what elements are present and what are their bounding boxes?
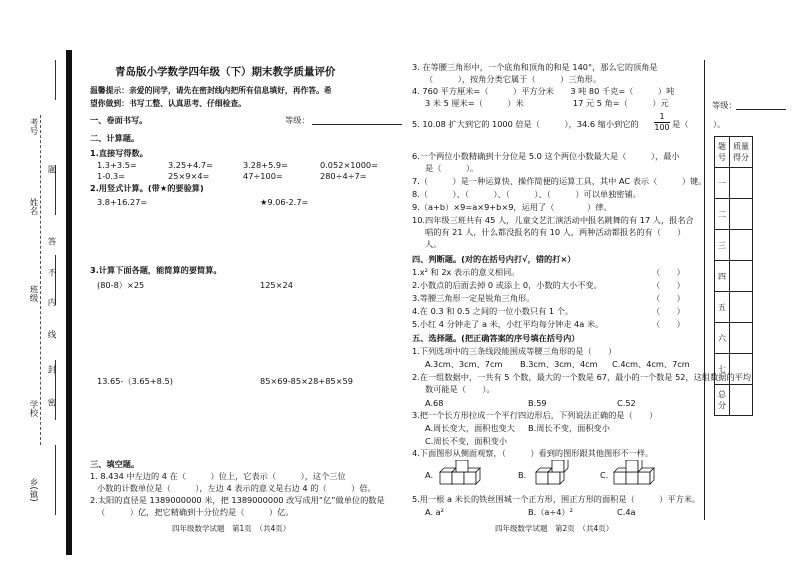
choice-q2-line2: 数可能是（ ）。 [425, 384, 495, 394]
judge-item: 5.小红 4 分钟走了 a 米，小红平均每分钟走 4a 米。 [412, 319, 604, 329]
judge-item: 1.x² 和 2x 表示的意义相同。 [412, 267, 520, 277]
choice-q3-option-a[interactable]: A.周长变大，面积也变大 [425, 423, 515, 433]
score-cell[interactable] [730, 199, 753, 230]
score-row-label: 六 [715, 323, 730, 354]
fill-q3-line1: 3. 在等腰三角形中，一个底角和顶角的和是 140°，那么它的顶角是 [412, 62, 658, 72]
seal-dashed-line [40, 115, 41, 445]
oral-item: 3.28+5.9= [243, 160, 288, 170]
choice-q4: 4.下面图形从侧面观察，（ ）看到的图形跟其他图形不一样。 [412, 448, 654, 458]
section2-title: 二、计算题。 [90, 133, 140, 143]
q3-title: 3.计算下面各题，能简算的要简算。 [90, 265, 222, 275]
choice-q2-option-a[interactable]: A.68 [425, 398, 444, 408]
score-row-label: 四 [715, 261, 730, 292]
score-cell[interactable] [730, 292, 753, 323]
fill-q4-line1: 4. 760 平方厘米=（ ）平方分米 3 吨 80 千克=（ ）吨 [412, 86, 675, 96]
score-grade-blank[interactable] [736, 109, 786, 110]
section5-title: 五、选择题。(把正确答案的序号填在括号内） [412, 333, 580, 343]
choice-q2-line1: 2.在一组数据中，一共有 5 个数，最大的一个数是 67，最小的一个数是 52，这组数据的平均 [412, 372, 752, 382]
choice-q5-option-c[interactable]: C.4a [617, 507, 636, 517]
fill-q5-a: 5. 10.08 扩大到它的 1000 倍是（ ），34.6 缩小到它的 [412, 119, 639, 129]
fraction-denominator: 100 [654, 123, 670, 132]
score-table [714, 136, 753, 416]
score-row-label: 三 [715, 230, 730, 261]
tip-line-1: 温馨提示：亲爱的同学，请先在密封线内把所有信息填好，再作答。希 [90, 86, 332, 95]
score-cell[interactable] [730, 385, 753, 416]
score-row-label: 总分 [715, 385, 730, 416]
oral-item: 47÷100= [243, 171, 283, 181]
margin-inside: 内 [46, 298, 56, 307]
fill-q1-line2: 小数的计数单位是（ ），左边 4 表示的意义是右边 4 的（ ）倍。 [97, 483, 376, 493]
grade-blank[interactable] [312, 124, 402, 125]
grade-label: 等级： [285, 115, 310, 125]
cube-figure-c [612, 460, 672, 486]
fill-q2-line1: 2.太阳的直径是 1389000000 米，把 1389000000 改写成用“亿”做单位的数是 [90, 495, 385, 505]
score-cell[interactable] [730, 230, 753, 261]
score-row-label: 二 [715, 199, 730, 230]
right-margin-rule [704, 60, 705, 520]
score-header-score: 质量得分 [730, 137, 753, 168]
section1-title: 一、卷面书写。 [90, 115, 148, 125]
oral-item: 1-0.3= [97, 171, 126, 181]
fill-q10-line1: 10.四年级三班共有 45 人，儿童文艺汇演活动中报名跳舞的有 17 人，报名合 [412, 215, 694, 225]
choice-q5: 5.用一根 a 米长的铁丝围城一个正方形，围正方形的面积是（ ）平方米。 [412, 494, 701, 504]
margin-township: 乡(镇) [28, 478, 38, 502]
score-row-label: 五 [715, 292, 730, 323]
judge-paren[interactable]: （ ） [652, 319, 685, 329]
exam-no-underline [55, 60, 56, 100]
choice-q5-option-a[interactable]: A. a² [425, 507, 444, 517]
margin-school: 学校 [28, 400, 38, 417]
score-row-label: 一 [715, 168, 730, 199]
fill-q6-line1: 6.一个两位小数精确到十分位是 5.0 这个两位小数最大是（ ），最小 [412, 151, 680, 161]
margin-class: 班级 [28, 285, 38, 302]
judge-paren[interactable]: （ ） [652, 293, 685, 303]
fill-q2-line2: （ ）亿，把它精确到十分位约是（ ）亿。 [97, 507, 294, 517]
choice-q4-option-b[interactable]: B. [518, 470, 527, 480]
margin-dense: 密 [46, 398, 56, 407]
margin-not: 不 [46, 268, 56, 277]
choice-q3-option-c[interactable]: C.周长不变，面积变小 [425, 436, 508, 446]
footer-page-2: 四年级数学试题 第2页 （共4页） [495, 524, 614, 533]
judge-item: 2.小数点的后面去掉 0 或添上 0，小数的大小不变。 [412, 280, 602, 290]
fraction-1-100 [654, 112, 670, 133]
score-header-qno: 题号 [715, 137, 730, 168]
oral-item: 0.052×1000= [320, 160, 378, 170]
choice-q1-option-c[interactable]: C.4cm、4cm、7cm [612, 359, 690, 369]
fill-q10-line3: 人。 [425, 239, 442, 249]
oral-item: 25×9×4= [168, 171, 210, 181]
q2-title: 2.用竖式计算。(带★的要验算) [90, 183, 204, 193]
q1-title: 1.直接写得数。 [90, 148, 148, 158]
judge-item: 4.在 0.3 和 0.5 之间的一位小数只有 1 个。 [412, 306, 574, 316]
choice-q1: 1.下列选项中的三条线段能围成等腰三角形的是（ ） [412, 346, 617, 356]
judge-paren[interactable]: （ ） [652, 306, 685, 316]
fill-q3-line2: （ ），按角分类它属于（ ）三角形。 [425, 74, 602, 84]
section3-title: 三、填空题。 [90, 459, 140, 469]
simplify-item: 85×69-85×28+85×59 [260, 376, 353, 386]
fill-q6-line2: 是（ ）。 [425, 163, 479, 173]
margin-seal: 封 [46, 365, 56, 374]
fill-q1-line1: 1. 8.434 中左边的 4 在（ ）位上，它表示（ ），这个三位 [90, 471, 346, 481]
choice-q3: 3.把一个长方形拉成一个平行四边形后，下列说法正确的是（ ） [412, 410, 658, 420]
fill-q8: 8.（ ）、（ ）、（ ）、（ ）可以单独密铺。 [412, 189, 641, 199]
choice-q5-option-b[interactable]: B.（a÷4）² [528, 507, 573, 517]
oral-item: 280÷4÷7= [320, 171, 367, 181]
margin-line: 线 [46, 330, 56, 339]
oral-item: 1.3+3.5= [97, 160, 137, 170]
margin-answer: 答 [46, 237, 56, 246]
binding-bar [66, 50, 72, 555]
township-underline [55, 445, 56, 515]
simplify-item: 13.65-（3.65+8.5) [97, 376, 173, 386]
choice-q1-option-a[interactable]: A.3cm、3cm、7cm [425, 359, 503, 369]
fill-q9: 9.（a+b）×9=a×9+b×9，运用了（ ）律。 [412, 202, 612, 212]
fill-q7: 7.（ ）是一种运算快、操作简便的运算工具，其中 AC 表示（ ）键。 [412, 176, 707, 186]
score-row-label: 七 [715, 354, 730, 385]
simplify-item: (80-8）×25 [97, 280, 145, 290]
margin-name: 姓名 [28, 198, 38, 215]
score-grade-label: 等级： [712, 100, 737, 110]
choice-q4-option-c[interactable]: C. [600, 470, 609, 480]
margin-topic: 题 [46, 165, 56, 174]
choice-q2-option-b[interactable]: B.59 [528, 398, 547, 408]
choice-q4-option-a[interactable]: A. [425, 470, 434, 480]
fill-q5-b: 是（ ）。 [672, 119, 726, 129]
cube-figure-a [438, 460, 498, 486]
vertical-calc-item: 3.8+16.27= [97, 197, 148, 207]
choice-q3-option-b[interactable]: B.周长不变，面积变小 [528, 423, 610, 433]
judge-item: 3.等腰三角形一定是锐角三角形。 [412, 293, 535, 303]
simplify-item: 125×24 [260, 280, 293, 290]
oral-item: 3.25+4.7= [168, 160, 213, 170]
fill-q10-line2: 唱的有 21 人，什么都没报名的有 10 人，两种活动都报名的有（ ） [425, 227, 686, 237]
score-cell[interactable] [730, 323, 753, 354]
choice-q1-option-b[interactable]: B.3cm、3cm、4cm [520, 359, 598, 369]
vertical-calc-item: ★9.06-2.7= [260, 197, 309, 207]
section4-title: 四、判断题。(对的在括号内打√，错的打×） [412, 254, 576, 264]
fill-q4-line2: 3 米 5 厘米=（ ）米 17 元 5 角=（ ）元 [425, 98, 669, 108]
footer-page-1: 四年级数学试题 第1页 （共4页） [172, 524, 291, 533]
cube-figure-b [532, 460, 592, 486]
score-cell[interactable] [730, 261, 753, 292]
margin-exam-no: 考号 [28, 118, 38, 135]
judge-paren[interactable]: （ ） [652, 280, 685, 290]
judge-paren[interactable]: （ ） [652, 267, 685, 277]
score-cell[interactable] [730, 168, 753, 199]
fraction-numerator: 1 [654, 112, 670, 123]
page-title: 青岛版小学数学四年级（下）期末教学质量评价 [115, 66, 336, 78]
choice-q2-option-c[interactable]: C.52 [617, 398, 636, 408]
tip-line-2: 望你做到：书写工整、认真思考、仔细检查。 [90, 99, 246, 108]
score-cell[interactable] [730, 354, 753, 385]
